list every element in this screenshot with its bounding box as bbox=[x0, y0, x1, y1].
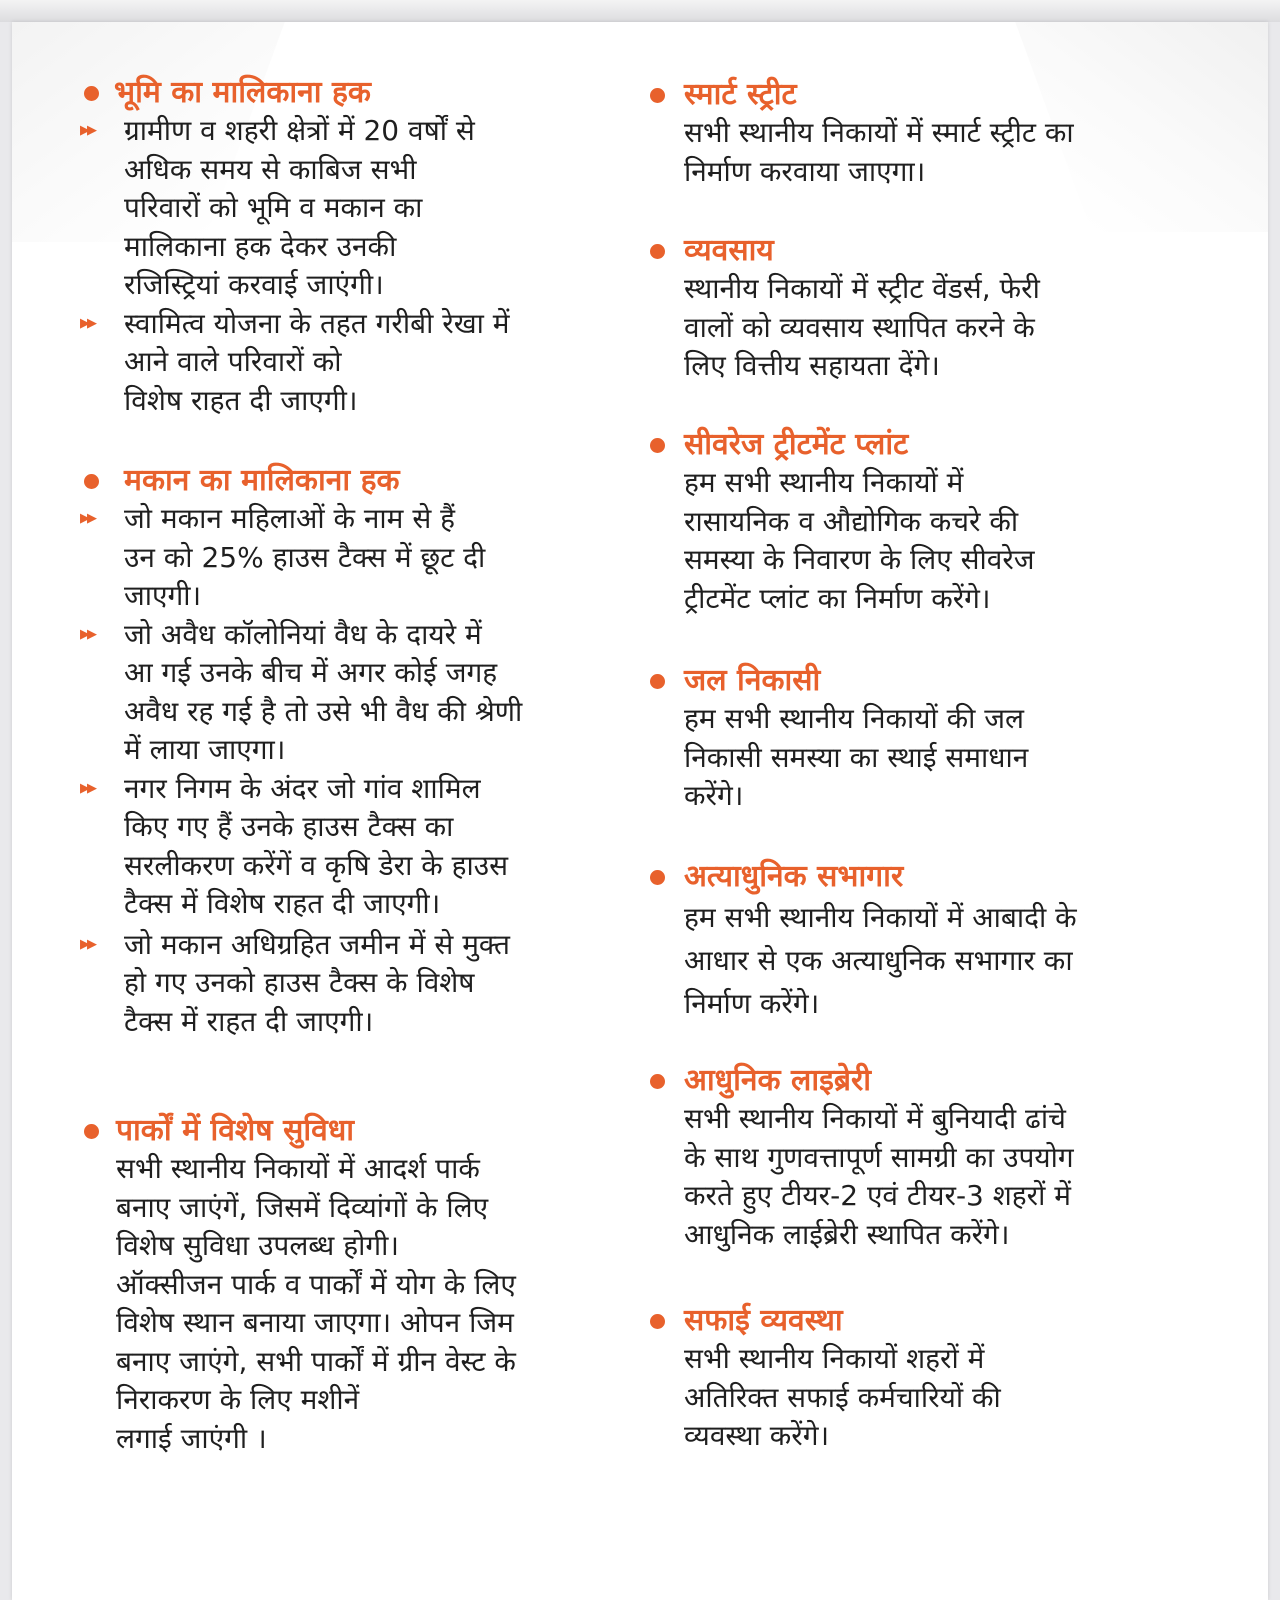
section-heading: पार्कों में विशेष सुविधा bbox=[116, 1113, 355, 1148]
orange-dot-icon bbox=[650, 1074, 665, 1089]
double-arrow-icon: ▶▶ bbox=[80, 626, 94, 642]
manifesto-page bbox=[12, 22, 1268, 1600]
section-body: सभी स्थानीय निकायों में बुनियादी ढांचे के साथ गुणवत्तापूर्ण सामग्री का उपयोग करते हुए टीयर-2 एवं टीयर-3 शहरों में आधुनिक लाईब्रेरी स्थापित करेंगे। bbox=[684, 1102, 1074, 1251]
double-arrow-icon: ▶▶ bbox=[80, 780, 94, 796]
section-heading: व्यवसाय bbox=[684, 233, 774, 268]
item-text: जो मकान महिलाओं के नाम से हैं उन को 25% हाउस टैक्स में छूट दी जाएगी। bbox=[124, 502, 486, 612]
double-arrow-icon: ▶▶ bbox=[80, 936, 94, 952]
orange-dot-icon bbox=[650, 1314, 665, 1329]
section-business bbox=[642, 232, 1262, 386]
section-house-ownership bbox=[12, 462, 632, 1041]
section-body: सभी स्थानीय निकायों शहरों में अतिरिक्त सफाई कर्मचारियों की व्यवस्था करेंगे। bbox=[684, 1342, 1001, 1452]
section-auditorium bbox=[642, 858, 1262, 1025]
section-cleanliness bbox=[642, 1302, 1262, 1456]
orange-dot-icon bbox=[650, 88, 665, 103]
section-body: सभी स्थानीय निकायों में स्मार्ट स्ट्रीट का निर्माण करवाया जाएगा। bbox=[684, 116, 1074, 188]
list-item bbox=[80, 112, 700, 305]
orange-dot-icon bbox=[84, 474, 99, 489]
section-sewerage bbox=[642, 426, 1262, 618]
list-item bbox=[80, 770, 700, 924]
item-text: ग्रामीण व शहरी क्षेत्रों में 20 वर्षों से अधिक समय से काबिज सभी परिवारों को भूमि व मकान का मालिकाना हक देकर उनकी रजिस्ट्रियां करवाई जाएंगी। bbox=[124, 114, 475, 301]
list-item bbox=[80, 616, 700, 770]
section-heading: मकान का मालिकाना हक bbox=[124, 463, 400, 498]
section-heading: स्मार्ट स्ट्रीट bbox=[684, 77, 797, 112]
list-item bbox=[80, 500, 700, 616]
section-library bbox=[642, 1062, 1262, 1254]
item-text: नगर निगम के अंदर जो गांव शामिल किए गए हैं उनके हाउस टैक्स का सरलीकरण करेंगें व कृषि डेरा के हाउस टैक्स में विशेष राहत दी जाएगी। bbox=[124, 771, 509, 920]
section-body: सभी स्थानीय निकायों में आदर्श पार्क बनाए जाएंगें, जिसमें दिव्यांगों के लिए विशेष सुविधा उपलब्ध होगी। ऑक्सीजन पार्क व पार्कों में योग के लिए विशेष स्थान बनाया जाएगा। ओपन जिम बनाए जाएंगे, सभी पार्कों में ग्रीन वेस्ट के निराकरण के लिए मशीनें लगाई जाएंगी । bbox=[116, 1152, 516, 1455]
section-heading: जल निकासी bbox=[684, 663, 821, 698]
orange-dot-icon bbox=[650, 244, 665, 259]
orange-dot-icon bbox=[650, 870, 665, 885]
section-body: हम सभी स्थानीय निकायों में आबादी के आधार से एक अत्याधुनिक सभागार का निर्माण करेंगे। bbox=[684, 901, 1077, 1020]
orange-dot-icon bbox=[650, 674, 665, 689]
orange-dot-icon bbox=[650, 438, 665, 453]
top-strip bbox=[0, 0, 1280, 22]
list-item bbox=[80, 305, 700, 421]
section-smart-street bbox=[642, 76, 1262, 191]
section-body: हम सभी स्थानीय निकायों में रासायनिक व औद्योगिक कचरे की समस्या के निवारण के लिए सीवरेज ट्रीटमेंट प्लांट का निर्माण करेंगे। bbox=[684, 466, 1035, 615]
item-text: जो अवैध कॉलोनियां वैध के दायरे में आ गई उनके बीच में अगर कोई जगह अवैध रह गई है तो उसे भी वैध की श्रेणी में लाया जाएगा। bbox=[124, 617, 523, 766]
section-land-ownership bbox=[12, 74, 632, 420]
section-body: स्थानीय निकायों में स्ट्रीट वेंडर्स, फेरी वालों को व्यवसाय स्थापित करने के लिए वित्तीय सहायता देंगे। bbox=[684, 272, 1040, 382]
section-parks bbox=[12, 1112, 632, 1458]
orange-dot-icon bbox=[84, 1124, 99, 1139]
section-heading: अत्याधुनिक सभागार bbox=[684, 859, 904, 894]
section-heading: सफाई व्यवस्था bbox=[684, 1303, 843, 1338]
section-heading: सीवरेज ट्रीटमेंट प्लांट bbox=[684, 427, 909, 462]
section-body: हम सभी स्थानीय निकायों की जल निकासी समस्या का स्थाई समाधान करेंगे। bbox=[684, 702, 1029, 812]
double-arrow-icon: ▶▶ bbox=[80, 123, 94, 138]
list-item bbox=[80, 926, 700, 1042]
item-text: जो मकान अधिग्रहित जमीन में से मुक्त हो गए उनको हाउस टैक्स के विशेष टैक्स में राहत दी जाएगी। bbox=[124, 927, 510, 1038]
item-text: स्वामित्व योजना के तहत गरीबी रेखा में आने वाले परिवारों को विशेष राहत दी जाएगी। bbox=[124, 306, 510, 417]
orange-dot-icon bbox=[84, 86, 99, 101]
double-arrow-icon: ▶▶ bbox=[80, 511, 94, 526]
section-heading: भूमि का मालिकाना हक bbox=[114, 75, 371, 110]
section-drainage bbox=[642, 662, 1262, 816]
section-heading: आधुनिक लाइब्रेरी bbox=[684, 1063, 872, 1098]
double-arrow-icon: ▶▶ bbox=[80, 315, 94, 331]
